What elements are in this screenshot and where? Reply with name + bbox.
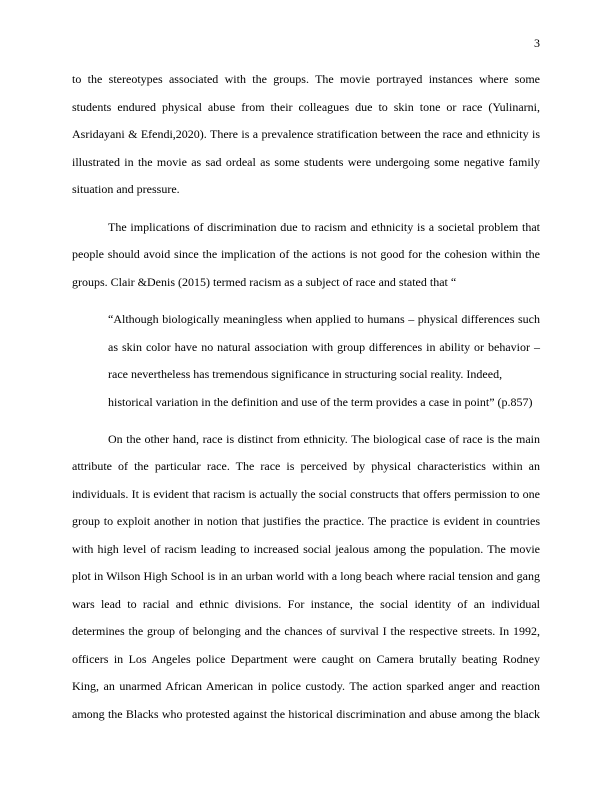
text-line: King, an unarmed African American in police custody. The action sparked anger and reaction xyxy=(72,679,540,693)
text-line: people should avoid since the implication of the actions is not good for the cohesion within the xyxy=(72,247,540,261)
text-line: plot in Wilson High School is in an urban world with a long beach where racial tension and gang xyxy=(72,569,540,583)
quote-line: historical variation in the definition and use of the term provides a case in point” (p.857) xyxy=(108,395,533,409)
text-line: On the other hand, race is distinct from ethnicity. The biological case of race is the main xyxy=(108,432,540,446)
text-line: Asridayani & Efendi,2020). There is a prevalence stratification between the race and ethnicity is xyxy=(72,127,540,141)
text-line: among the Blacks who protested against the historical discrimination and abuse among the black xyxy=(72,707,540,721)
quote-line: race nevertheless has tremendous significance in structuring social reality. Indeed, xyxy=(108,367,503,381)
text-line: determines the group of belonging and the chances of survival I the respective streets. In 1992, xyxy=(72,624,540,638)
quote-line: “Although biologically meaningless when applied to humans – physical differences such xyxy=(108,312,540,326)
text-line: to the stereotypes associated with the groups. The movie portrayed instances where some xyxy=(72,72,540,86)
text-line: group to exploit another in notion that justifies the practice. The practice is evident in countries xyxy=(72,514,540,528)
text-line: situation and pressure. xyxy=(72,182,180,196)
text-line: The implications of discrimination due to racism and ethnicity is a societal problem that xyxy=(108,220,540,234)
quote-line: as skin color have no natural association with group differences in ability or behavior – xyxy=(108,340,540,354)
text-line: with high level of racism leading to increased social jealous among the population. The movie xyxy=(72,542,540,556)
text-line: illustrated in the movie as sad ordeal as some students were undergoing some negative family xyxy=(72,155,540,169)
text-line: groups. Clair &Denis (2015) termed racism as a subject of race and stated that “ xyxy=(72,275,457,289)
page-number: 3 xyxy=(534,36,540,50)
text-line: wars lead to racial and ethnic divisions. For instance, the social identity of an individual xyxy=(72,597,540,611)
text-line: attribute of the particular race. The race is perceived by physical characteristics within an xyxy=(72,459,540,473)
text-line: individuals. It is evident that racism is actually the social constructs that offers permission to one xyxy=(72,487,540,501)
text-line: students endured physical abuse from their colleagues due to skin tone or race (Yulinarni, xyxy=(72,100,540,114)
text-line: officers in Los Angeles police Department were caught on Camera brutally beating Rodney xyxy=(72,652,540,666)
